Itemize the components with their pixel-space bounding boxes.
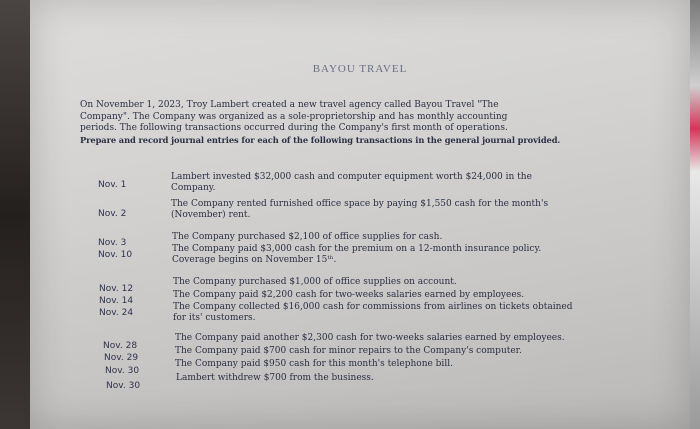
intro-line: Company". The Company was organized as a sole-proprietorship and has monthly accounting: [80, 111, 508, 122]
transaction-description: [173, 277, 633, 288]
transaction-description: [172, 232, 632, 243]
paper-sheet: [30, 0, 690, 429]
transaction-date: Nov. 3: [98, 238, 127, 248]
document-title: BAYOU TRAVEL: [312, 63, 408, 75]
description-line: The Company purchased $2,100 of office supplies for cash.: [172, 232, 443, 242]
transaction-description: [172, 244, 632, 266]
description-line: Coverage begins on November 15ᵗʰ.: [172, 255, 337, 265]
intro-line: On November 1, 2023, Troy Lambert created a new travel agency called Bayou Travel "The: [80, 100, 499, 110]
description-line: Lambert withdrew $700 from the business.: [176, 373, 374, 383]
intro-paragraph: [80, 100, 660, 146]
description-line: The Company paid $700 cash for minor repairs to the Company's computer.: [175, 346, 522, 356]
description-line: The Company rented furnished office space by paying $1,550 cash for the month's: [171, 199, 549, 209]
intro-line: periods. The following transactions occurred during the Company's first month of operations.: [80, 123, 508, 133]
instruction-line: Prepare and record journal entries for each of the following transactions in the general journal provided.: [80, 134, 561, 145]
description-line: Lambert invested $32,000 cash and computer equipment worth $24,000 in the: [171, 172, 532, 182]
transaction-description: [171, 172, 631, 194]
description-line: The Company purchased $1,000 of office supplies on account.: [173, 277, 457, 287]
transaction-description: [175, 333, 635, 344]
transaction-date: Nov. 14: [99, 296, 134, 306]
transaction-description: [175, 346, 635, 357]
description-line: The Company paid another $2,300 cash for two-weeks salaries earned by employees.: [175, 333, 565, 343]
transaction-description: [173, 302, 633, 324]
transaction-date: Nov. 30: [106, 381, 141, 391]
transaction-date: Nov. 28: [103, 341, 138, 351]
transaction-date: Nov. 10: [98, 250, 133, 260]
description-line: The Company paid $2,200 cash for two-weeks salaries earned by employees.: [173, 290, 525, 300]
transaction-description: [175, 359, 635, 370]
transaction-description: [173, 290, 633, 301]
transaction-description: [171, 199, 631, 221]
description-line: (November) rent.: [171, 210, 251, 220]
transaction-date: Nov. 24: [99, 308, 134, 318]
description-line: Company.: [171, 183, 216, 193]
description-line: The Company collected $16,000 cash for commissions from airlines on tickets obtained: [173, 302, 573, 312]
transaction-date: Nov. 29: [104, 353, 139, 363]
transaction-date: Nov. 2: [98, 209, 127, 219]
transaction-date: Nov. 1: [98, 180, 127, 190]
description-line: The Company paid $950 cash for this month's telephone bill.: [175, 359, 453, 369]
transaction-description: [176, 373, 636, 384]
description-line: for its' customers.: [173, 313, 256, 323]
transaction-date: Nov. 30: [105, 366, 140, 376]
transaction-date: Nov. 12: [99, 284, 134, 294]
description-line: The Company paid $3,000 cash for the premium on a 12-month insurance policy.: [172, 244, 542, 254]
